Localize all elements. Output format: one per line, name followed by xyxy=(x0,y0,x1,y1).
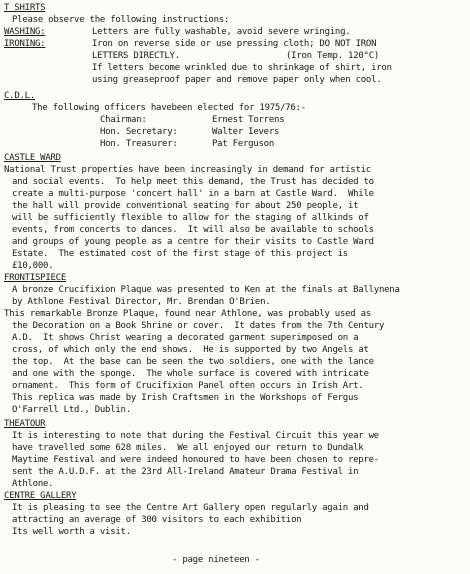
ironing-text-4: using greaseproof paper and remove paper only when cool. xyxy=(92,75,382,85)
frontispiece-line: and one with the sponge. The whole surface is covered with intricate xyxy=(12,369,369,379)
centre-gallery-line: attracting an average of 300 visitors to each exhibition xyxy=(12,515,302,525)
castle-ward-line: the hall will provide conventional seating for about 250 people, it xyxy=(12,201,359,211)
frontispiece-heading: FRONTISPIECE xyxy=(4,273,67,283)
officer-name: Pat Ferguson xyxy=(212,139,275,149)
officer-name: Ernest Torrens xyxy=(212,115,285,125)
t-shirts-heading: T SHIRTS xyxy=(4,3,46,13)
theatour-line: sent the A.U.D.F. at the 23rd All-Ireland Amateur Drama Festival in xyxy=(12,467,359,477)
frontispiece-line: cross, of which only the end shows. He is supported by two Angels at xyxy=(12,345,369,355)
cdl-intro: The following officers havebeen elected for 1975/76:- xyxy=(32,103,306,113)
centre-gallery-line: It is pleasing to see the Centre Art Gallery open regularly again and xyxy=(12,503,369,513)
castle-ward-line: National Trust properties have been increasingly in demand for artistic xyxy=(4,165,371,175)
castle-ward-line: Estate. The estimated cost of the first stage of this project is xyxy=(12,249,348,259)
washing-label: WASHING: xyxy=(4,27,46,37)
frontispiece-line: A.D. It shows Christ wearing a decorated garment superimposed on a xyxy=(12,333,359,343)
ironing-text-2: LETTERS DIRECTLY. xyxy=(92,51,180,61)
centre-gallery-heading: CENTRE GALLERY xyxy=(4,491,77,501)
washing-text: Letters are fully washable, avoid severe wringing. xyxy=(92,27,351,37)
ironing-label: IRONING: xyxy=(4,39,46,49)
officer-role: Hon. Secretary: xyxy=(100,127,178,137)
frontispiece-line: the Decoration on a Book Shrine or cover. It dates from the 7th Century xyxy=(12,321,385,331)
t-shirts-intro: Please observe the following instructions: xyxy=(12,15,230,25)
officer-role: Hon. Treasurer: xyxy=(100,139,178,149)
frontispiece-line: ornament. This form of Crucifixion Panel often occurs in Irish Art. xyxy=(12,381,364,391)
castle-ward-line: events, from concerts to dances. It will also be available to schools xyxy=(12,225,374,235)
frontispiece-line: O'Farrell Ltd., Dublin. xyxy=(12,405,131,415)
theatour-line: It is interesting to note that during the Festival Circuit this year we xyxy=(12,431,379,441)
frontispiece-line: A bronze Crucifixion Plaque was presented to Ken at the finals at Ballynena xyxy=(12,285,400,295)
officer-name: Walter Ievers xyxy=(212,127,280,137)
castle-ward-line: and groups of young people as a centre for their visits to Castle Ward xyxy=(12,237,374,247)
frontispiece-line: by Athlone Festival Director, Mr. Brendan O'Brien. xyxy=(12,297,271,307)
ironing-text-1: Iron on reverse side or use pressing cloth; DO NOT IRON xyxy=(92,39,377,49)
castle-ward-line: will be sufficiently flexible to allow for the staging of allkinds of xyxy=(12,213,369,223)
theatour-line: Athlone. xyxy=(12,479,54,489)
cdl-heading: C.D.L. xyxy=(4,91,36,101)
ironing-text-3: If letters become wrinkled due to shrinkage of shirt, iron xyxy=(92,63,392,73)
frontispiece-line: This remarkable Bronze Plaque, found near Athlone, was probably used as xyxy=(4,309,371,319)
castle-ward-line: create a multi-purpose 'concert hall' in a barn at Castle Ward. While xyxy=(12,189,374,199)
castle-ward-line: £10,000. xyxy=(12,261,54,271)
page-number-footer: - page nineteen - xyxy=(172,555,260,565)
castle-ward-heading: CASTLE WARD xyxy=(4,153,61,163)
officer-role: Chairman: xyxy=(100,115,147,125)
castle-ward-line: and social events. To help meet this demand, the Trust has decided to xyxy=(12,177,374,187)
frontispiece-line: the top. At the base can be seen the two soldiers, one with the lance xyxy=(12,357,374,367)
theatour-line: Maytime Festival and were indeed honoured to have been chosen to repre- xyxy=(12,455,379,465)
theatour-line: have travelled some 628 miles. We all enjoyed our return to Dundalk xyxy=(12,443,364,453)
iron-temp: (Iron Temp. 120°C) xyxy=(286,51,380,61)
frontispiece-line: This replica was made by Irish Craftsmen in the Workshops of Fergus xyxy=(12,393,359,403)
centre-gallery-line: Its well worth a visit. xyxy=(12,527,131,537)
theatour-heading: THEATOUR xyxy=(4,419,46,429)
